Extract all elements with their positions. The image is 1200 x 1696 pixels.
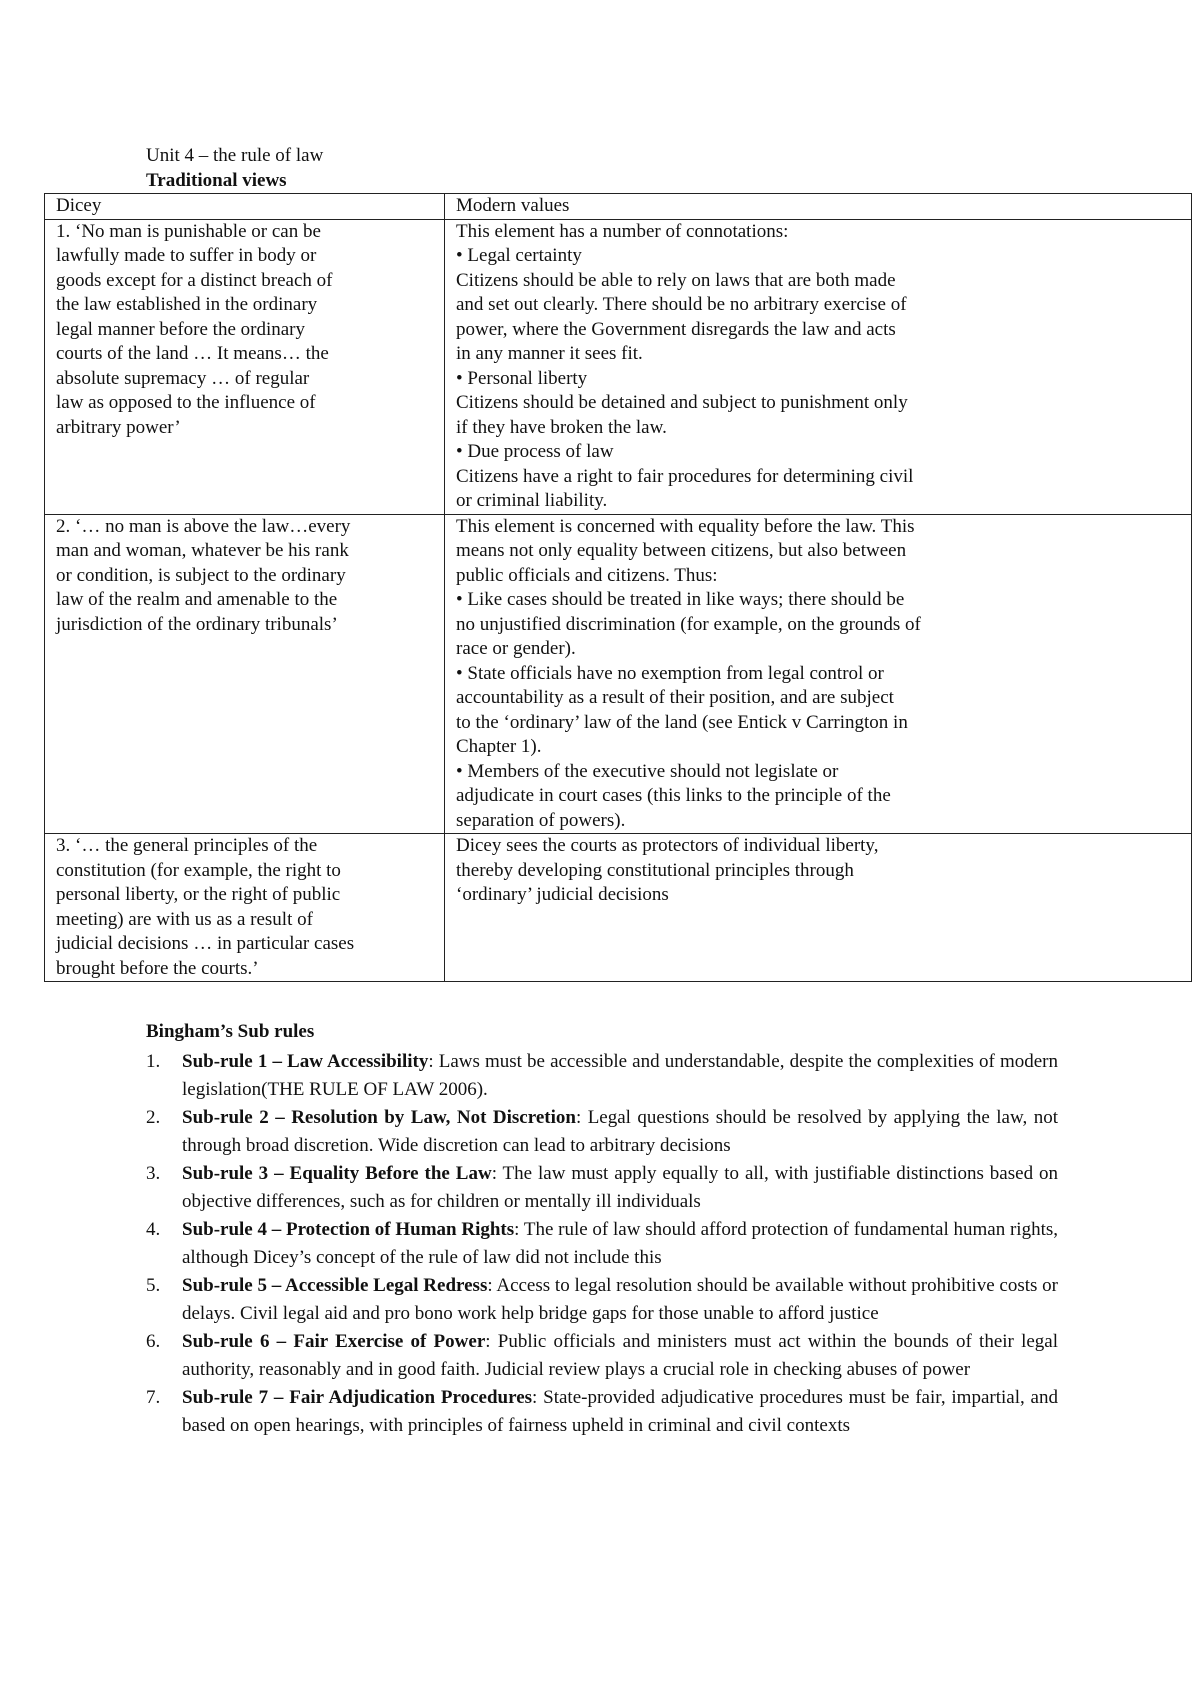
modern-values-cell <box>445 834 1192 982</box>
cell-line: jurisdiction of the ordinary tribunals’ <box>56 613 338 635</box>
header-dicey: Dicey <box>45 194 445 220</box>
list-number: 4. <box>146 1218 161 1240</box>
cell-line: man and woman, whatever be his rank <box>56 540 349 561</box>
cell-line: This element is concerned with equality before the law. This <box>456 515 915 537</box>
cell-line: • Members of the executive should not legislate or <box>456 760 839 782</box>
subrule-label: Sub-rule 6 – Fair Exercise of Power <box>182 1330 486 1352</box>
list-number: 7. <box>146 1386 161 1408</box>
cell-line: Citizens should be able to rely on laws that are both made <box>456 269 896 291</box>
cell-line: • Legal certainty <box>456 245 582 266</box>
cell-line: brought before the courts.’ <box>56 957 259 979</box>
cell-line: adjudicate in court cases (this links to the principle of the <box>456 785 891 806</box>
subrule-label: Sub-rule 1 – Law Accessibility <box>182 1050 429 1072</box>
cell-line: arbitrary power’ <box>56 416 181 438</box>
subrule-text: : Public officials and ministers must act within the bounds of their legal authority, reasonably and in good faith. Judicial review plays a crucial role in checking abuses of power <box>182 1330 1058 1380</box>
table-header-row <box>45 194 1192 220</box>
cell-line: meeting) are with us as a result of <box>56 908 313 930</box>
list-item <box>146 1160 1058 1216</box>
cell-line: • Like cases should be treated in like ways; there should be <box>456 589 905 610</box>
cell-line: • State officials have no exemption from legal control or <box>456 662 884 684</box>
subrule-text: : Legal questions should be resolved by applying the law, not through broad discretion. Wide discretion can lead to arbitrary decisions <box>182 1106 1058 1156</box>
table-row <box>45 834 1192 982</box>
cell-line: • Personal liberty <box>456 367 588 389</box>
subrule-text: : The rule of law should afford protection of fundamental human rights, although Dicey’s concept of the rule of law did not include this <box>182 1218 1059 1268</box>
list-number: 2. <box>146 1106 161 1128</box>
cell-line: in any manner it sees fit. <box>456 343 643 364</box>
dicey-table <box>44 193 1192 982</box>
subrule-label: Sub-rule 5 – Accessible Legal Redress <box>182 1274 488 1296</box>
list-item <box>146 1272 1058 1328</box>
cell-line: thereby developing constitutional principles through <box>456 859 854 881</box>
subrule-text: : State-provided adjudicative procedures must be fair, impartial, and based on open hearings, with principles of fairness upheld in criminal and civil contexts <box>182 1386 1058 1436</box>
list-number: 3. <box>146 1162 161 1184</box>
cell-line: courts of the land … It means… the <box>56 343 329 364</box>
list-number: 6. <box>146 1330 161 1352</box>
subrule-label: Sub-rule 7 – Fair Adjudication Procedures <box>182 1386 533 1408</box>
table-row <box>45 514 1192 834</box>
dicey-cell <box>45 834 445 982</box>
subrule-text: : The law must apply equally to all, with justifiable distinctions based on objective differences, such as for children or mentally ill individuals <box>182 1162 1058 1212</box>
cell-line: or criminal liability. <box>456 490 608 511</box>
cell-line: accountability as a result of their position, and are subject <box>456 687 894 708</box>
cell-line: Chapter 1). <box>456 736 542 757</box>
list-item <box>146 1104 1058 1160</box>
cell-line: ‘ordinary’ judicial decisions <box>456 884 669 905</box>
cell-line: separation of powers). <box>456 809 626 831</box>
cell-line: no unjustified discrimination (for example, on the grounds of <box>456 613 921 635</box>
subrule-text: : Laws must be accessible and understandable, despite the complexities of modern legislation(THE RULE OF LAW 2006). <box>182 1050 1058 1100</box>
cell-line: or condition, is subject to the ordinary <box>56 564 346 586</box>
subrule-label: Sub-rule 3 – Equality Before the Law <box>182 1162 492 1184</box>
list-item <box>146 1048 1058 1104</box>
cell-line: • Due process of law <box>456 441 614 462</box>
cell-line: 1. ‘No man is punishable or can be <box>56 220 321 242</box>
section-heading: Traditional views <box>146 170 287 191</box>
cell-line: Citizens should be detained and subject to punishment only <box>456 392 908 413</box>
header-modern-values: Modern values <box>445 194 1192 220</box>
cell-line: to the ‘ordinary’ law of the land (see Entick v Carrington in <box>456 711 908 733</box>
cell-line: Citizens have a right to fair procedures for determining civil <box>456 465 914 487</box>
cell-line: absolute supremacy … of regular <box>56 367 310 389</box>
list-item <box>146 1216 1058 1272</box>
cell-line: goods except for a distinct breach of <box>56 269 333 291</box>
cell-line: judicial decisions … in particular cases <box>56 933 355 954</box>
cell-line: 2. ‘… no man is above the law…every <box>56 515 351 537</box>
cell-line: personal liberty, or the right of public <box>56 884 341 905</box>
cell-line: and set out clearly. There should be no arbitrary exercise of <box>456 294 907 315</box>
cell-line: lawfully made to suffer in body or <box>56 245 317 266</box>
cell-line: the law established in the ordinary <box>56 294 318 315</box>
subrule-label: Sub-rule 2 – Resolution by Law, Not Discretion <box>182 1106 576 1128</box>
cell-line: law as opposed to the influence of <box>56 392 316 413</box>
list-number: 5. <box>146 1274 161 1296</box>
cell-line: power, where the Government disregards the law and acts <box>456 318 896 340</box>
cell-line: if they have broken the law. <box>456 416 667 438</box>
modern-values-cell <box>445 219 1192 514</box>
list-number: 1. <box>146 1050 161 1072</box>
bingham-title: Bingham’s Sub rules <box>146 1021 315 1042</box>
subrule-label: Sub-rule 4 – Protection of Human Rights <box>182 1218 515 1240</box>
list-item <box>146 1328 1058 1384</box>
dicey-cell <box>45 219 445 514</box>
cell-line: 3. ‘… the general principles of the <box>56 835 318 856</box>
cell-line: law of the realm and amenable to the <box>56 589 338 610</box>
unit-title: Unit 4 – the rule of law <box>146 145 324 166</box>
cell-line: constitution (for example, the right to <box>56 859 341 881</box>
list-item <box>146 1384 1058 1440</box>
dicey-cell <box>45 514 445 834</box>
bingham-section <box>146 1020 1058 1440</box>
cell-line: legal manner before the ordinary <box>56 318 305 340</box>
cell-line: means not only equality between citizens, but also between <box>456 540 907 561</box>
cell-line: Dicey sees the courts as protectors of individual liberty, <box>456 835 879 856</box>
table-row <box>45 219 1192 514</box>
modern-values-cell <box>445 514 1192 834</box>
subrules-list <box>146 1048 1058 1440</box>
subrule-text: : Access to legal resolution should be available without prohibitive costs or delays. Civil legal aid and pro bono work help bridge gaps for those unable to afford justice <box>182 1274 1058 1324</box>
cell-line: public officials and citizens. Thus: <box>456 564 718 586</box>
cell-line: race or gender). <box>456 638 576 659</box>
cell-line: This element has a number of connotations: <box>456 220 789 242</box>
